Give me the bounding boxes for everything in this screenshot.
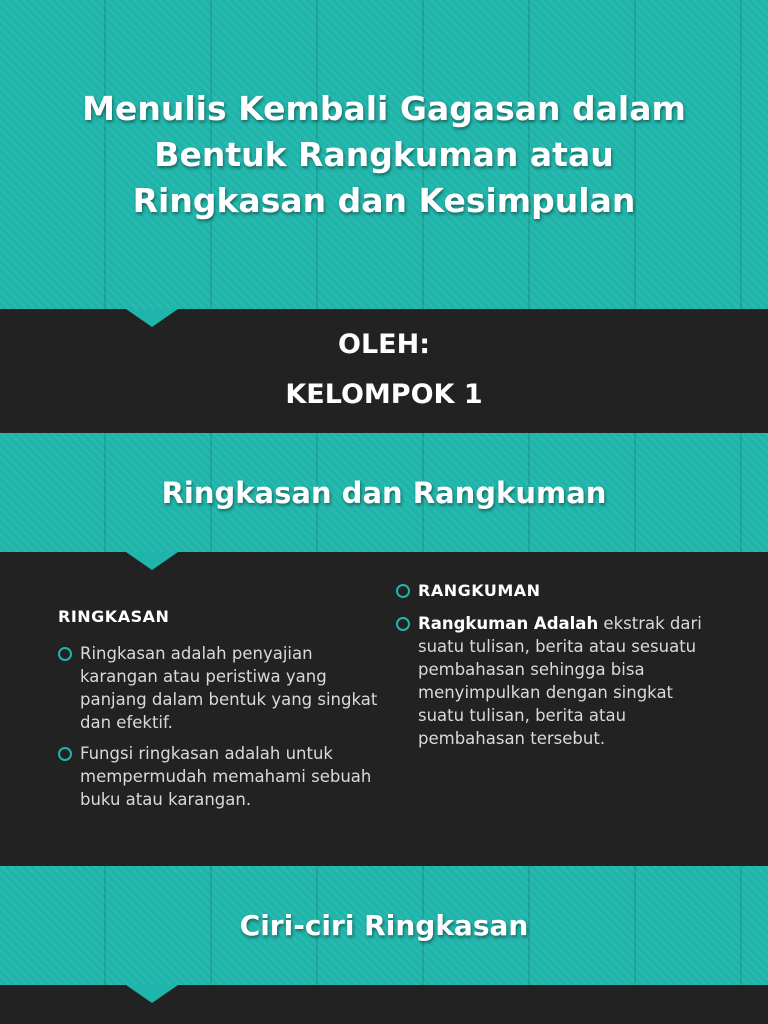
- notch-shape: [126, 309, 178, 327]
- circle-bullet-icon: [58, 647, 72, 661]
- notch-shape: [126, 552, 178, 570]
- slide3-content-panel: [0, 985, 768, 1024]
- group-name: KELOMPOK 1: [285, 379, 483, 410]
- slide1-title-line: Ringkasan dan Kesimpulan: [132, 180, 636, 220]
- circle-bullet-icon: [396, 617, 410, 631]
- ringkasan-column: [58, 605, 378, 819]
- byline-label: OLEH:: [338, 329, 430, 360]
- slide1-title-line: Menulis Kembali Gagasan dalam: [82, 88, 686, 128]
- rangkuman-heading: RANGKUMAN: [418, 581, 541, 600]
- list-item: [58, 642, 378, 734]
- definition-term: Rangkuman Adalah: [418, 614, 599, 633]
- slide3-title-panel: [0, 866, 768, 985]
- list-item: [396, 612, 706, 750]
- ringkasan-heading: RINGKASAN: [58, 607, 170, 626]
- definition-text: ekstrak dari suatu tulisan, berita atau sesuatu pembahasan sehingga bisa menyimpulkan dengan singkat suatu tulisan, berita atau pembahasan tersebut.: [418, 614, 702, 748]
- slide1-byline-panel: [0, 309, 768, 431]
- circle-bullet-icon: [58, 747, 72, 761]
- slide3-title: Ciri-ciri Ringkasan: [239, 909, 529, 942]
- slide2-title: Ringkasan dan Rangkuman: [161, 475, 607, 510]
- slide1-title-line: Bentuk Rangkuman atau: [154, 134, 614, 174]
- list-item-text: Fungsi ringkasan adalah untuk mempermudah memahami sebuah buku atau karangan.: [80, 744, 372, 809]
- notch-shape: [126, 985, 178, 1003]
- slide1-title: [44, 86, 724, 224]
- rangkuman-column: [396, 579, 706, 758]
- rangkuman-heading-item: [396, 579, 706, 602]
- list-item-text: Ringkasan adalah penyajian karangan atau peristiwa yang panjang dalam bentuk yang singkat dan efektif.: [80, 644, 378, 732]
- list-item: [58, 742, 378, 811]
- slide2-title-panel: [0, 433, 768, 552]
- slide2-content-panel: [0, 552, 768, 865]
- circle-bullet-icon: [396, 584, 410, 598]
- slide1-title-panel: [0, 0, 768, 309]
